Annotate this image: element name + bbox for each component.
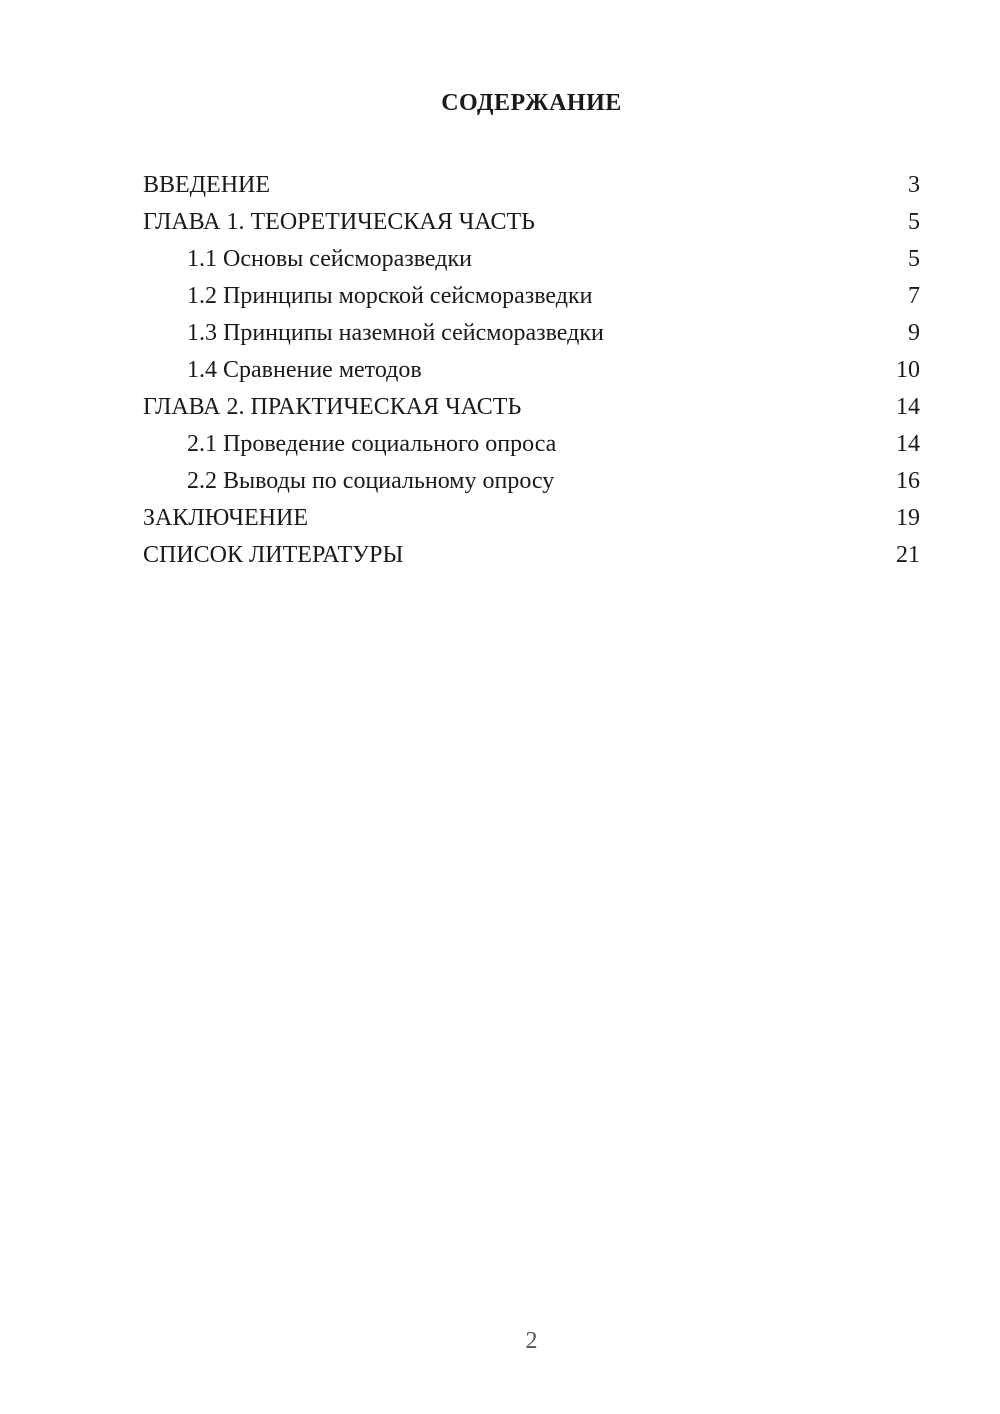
- content-column: [143, 0, 920, 1414]
- toc-entry-label: 2.2 Выводы по социальному опросу: [187, 468, 555, 494]
- toc-entry-page-number: 14: [896, 431, 920, 457]
- toc-entry-page-number: 10: [896, 357, 920, 383]
- toc-entry-label: ГЛАВА 2. ПРАКТИЧЕСКАЯ ЧАСТЬ: [143, 394, 522, 420]
- toc-entry-page-number: 5: [908, 209, 920, 235]
- toc-entry: [143, 167, 920, 204]
- toc-entry-page-number: 21: [896, 542, 920, 568]
- toc-entry: [143, 389, 920, 426]
- toc-entry-label: СПИСОК ЛИТЕРАТУРЫ: [143, 542, 404, 568]
- footer-page-number: 2: [525, 1328, 538, 1354]
- toc-list: [143, 167, 920, 574]
- toc-entry-page-number: 9: [908, 320, 920, 346]
- toc-entry-page-number: 14: [896, 394, 920, 420]
- toc-entry-page-number: 19: [896, 505, 920, 531]
- toc-entry-page-number: 5: [908, 246, 920, 272]
- toc-entry: [143, 500, 920, 537]
- toc-entry: [143, 278, 920, 315]
- toc-entry-label: ВВЕДЕНИЕ: [143, 172, 271, 198]
- toc-entry-label: 1.3 Принципы наземной сейсморазведки: [187, 320, 604, 346]
- toc-entry-label: 1.1 Основы сейсморазведки: [187, 246, 472, 272]
- toc-entry-label: ЗАКЛЮЧЕНИЕ: [143, 505, 308, 531]
- toc-entry: [143, 537, 920, 574]
- toc-entry: [143, 315, 920, 352]
- toc-entry: [143, 241, 920, 278]
- toc-entry-page-number: 3: [908, 172, 920, 198]
- toc-entry-page-number: 16: [896, 468, 920, 494]
- toc-entry-label: ГЛАВА 1. ТЕОРЕТИЧЕСКАЯ ЧАСТЬ: [143, 209, 535, 235]
- toc-entry-label: 1.2 Принципы морской сейсморазведки: [187, 283, 593, 309]
- toc-entry: [143, 463, 920, 500]
- toc-entry-label: 1.4 Сравнение методов: [187, 357, 422, 383]
- toc-entry-label: 2.1 Проведение социального опроса: [187, 431, 557, 457]
- page-title: СОДЕРЖАНИЕ: [441, 90, 622, 116]
- toc-entry: [143, 352, 920, 389]
- toc-entry: [143, 204, 920, 241]
- toc-entry: [143, 426, 920, 463]
- toc-entry-page-number: 7: [908, 283, 920, 309]
